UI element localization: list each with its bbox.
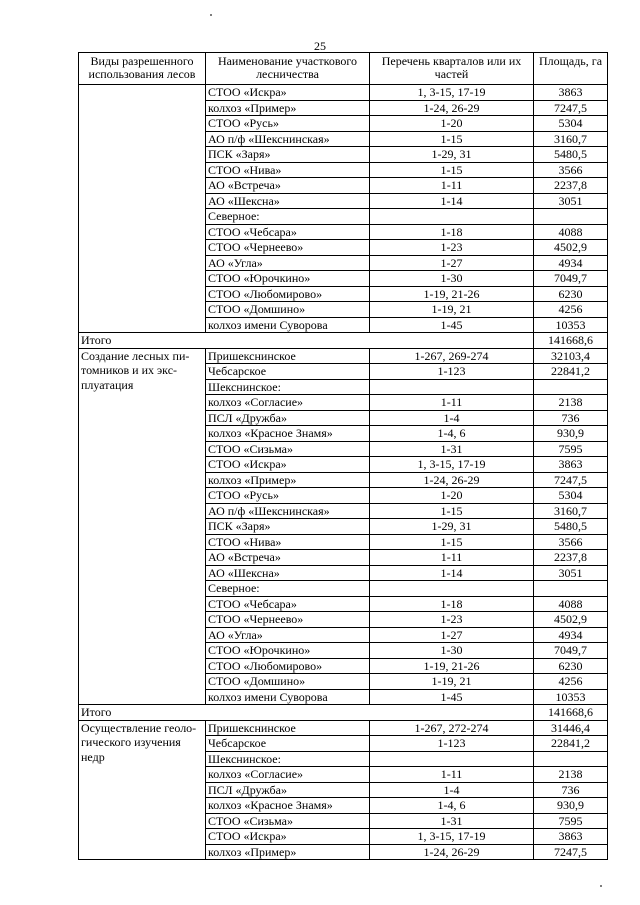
area-cell: 930,9 — [534, 426, 608, 442]
forestry-cell: СТОО «Юрочкино» — [206, 271, 370, 287]
area-cell: 7595 — [534, 813, 608, 829]
area-cell: 3566 — [534, 534, 608, 550]
total-value: 141668,6 — [534, 333, 608, 349]
forestry-cell: СТОО «Сизьма» — [206, 441, 370, 457]
quarters-cell: 1-15 — [370, 534, 534, 550]
quarters-cell: 1-11 — [370, 550, 534, 566]
forestry-cell: АО п/ф «Шекснинская» — [206, 503, 370, 519]
area-cell: 22841,2 — [534, 364, 608, 380]
quarters-cell: 1-29, 31 — [370, 519, 534, 535]
table-header — [79, 53, 608, 85]
quarters-cell: 1-18 — [370, 224, 534, 240]
total-label: Итого — [79, 333, 534, 349]
area-cell: 5304 — [534, 488, 608, 504]
forestry-cell: СТОО «Юрочкино» — [206, 643, 370, 659]
area-cell: 3160,7 — [534, 503, 608, 519]
forestry-cell: колхоз «Красное Знамя» — [206, 798, 370, 814]
use-type-cell — [79, 85, 206, 333]
forestry-cell: АО «Шексна» — [206, 193, 370, 209]
table-body — [79, 85, 608, 860]
quarters-cell: 1-31 — [370, 441, 534, 457]
area-cell: 5480,5 — [534, 519, 608, 535]
area-cell — [534, 581, 608, 597]
quarters-cell: 1-4, 6 — [370, 798, 534, 814]
forestry-cell: колхоз «Красное Знамя» — [206, 426, 370, 442]
quarters-cell: 1-19, 21-26 — [370, 658, 534, 674]
area-cell: 6230 — [534, 658, 608, 674]
area-cell: 2237,8 — [534, 178, 608, 194]
header-use-type: Виды разрешенного использования лесов — [79, 53, 206, 85]
forestry-cell: колхоз «Пример» — [206, 472, 370, 488]
quarters-cell: 1-11 — [370, 395, 534, 411]
area-cell: 7247,5 — [534, 844, 608, 860]
area-cell: 3566 — [534, 162, 608, 178]
quarters-cell: 1-20 — [370, 488, 534, 504]
quarters-cell: 1, 3-15, 17-19 — [370, 457, 534, 473]
quarters-cell: 1, 3-15, 17-19 — [370, 85, 534, 101]
scan-speck — [600, 885, 602, 887]
use-type-cell: Осуществление геоло-гического изучения недр — [79, 720, 206, 860]
quarters-cell: 1-24, 26-29 — [370, 472, 534, 488]
area-cell: 6230 — [534, 286, 608, 302]
area-cell: 10353 — [534, 317, 608, 333]
quarters-cell: 1-4 — [370, 782, 534, 798]
forestry-cell: СТОО «Сизьма» — [206, 813, 370, 829]
quarters-cell: 1-123 — [370, 736, 534, 752]
quarters-cell: 1-11 — [370, 767, 534, 783]
quarters-cell: 1-19, 21 — [370, 674, 534, 690]
area-cell: 7049,7 — [534, 271, 608, 287]
area-cell: 930,9 — [534, 798, 608, 814]
forestry-cell: колхоз «Согласие» — [206, 395, 370, 411]
area-cell: 7595 — [534, 441, 608, 457]
quarters-cell: 1, 3-15, 17-19 — [370, 829, 534, 845]
area-cell: 2138 — [534, 767, 608, 783]
area-cell: 2237,8 — [534, 550, 608, 566]
forestry-cell: ПСК «Заря» — [206, 147, 370, 163]
forestry-cell: СТОО «Чебсара» — [206, 596, 370, 612]
forestry-cell: СТОО «Искра» — [206, 457, 370, 473]
forestry-cell: ПСК «Заря» — [206, 519, 370, 535]
total-label: Итого — [79, 705, 534, 721]
forestry-cell: ПСЛ «Дружба» — [206, 782, 370, 798]
area-cell — [534, 751, 608, 767]
quarters-cell: 1-4, 6 — [370, 426, 534, 442]
forestry-cell: Пришекснинское — [206, 720, 370, 736]
quarters-cell: 1-4 — [370, 410, 534, 426]
quarters-cell: 1-30 — [370, 643, 534, 659]
quarters-cell: 1-267, 272-274 — [370, 720, 534, 736]
area-cell: 736 — [534, 410, 608, 426]
area-cell: 736 — [534, 782, 608, 798]
forestry-cell: СТОО «Нива» — [206, 162, 370, 178]
area-cell: 7049,7 — [534, 643, 608, 659]
forestry-cell: Шекснинское: — [206, 751, 370, 767]
area-cell: 5304 — [534, 116, 608, 132]
quarters-cell: 1-29, 31 — [370, 147, 534, 163]
quarters-cell: 1-18 — [370, 596, 534, 612]
total-row — [79, 333, 608, 349]
area-cell — [534, 379, 608, 395]
area-cell: 7247,5 — [534, 100, 608, 116]
area-cell: 4256 — [534, 302, 608, 318]
forestry-cell: Пришекснинское — [206, 348, 370, 364]
quarters-cell: 1-27 — [370, 627, 534, 643]
forestry-cell: колхоз имени Суворова — [206, 317, 370, 333]
area-cell: 4256 — [534, 674, 608, 690]
quarters-cell: 1-14 — [370, 193, 534, 209]
quarters-cell: 1-23 — [370, 240, 534, 256]
forestry-cell: СТОО «Чернеево» — [206, 612, 370, 628]
quarters-cell: 1-20 — [370, 116, 534, 132]
area-cell: 3160,7 — [534, 131, 608, 147]
page-number: 25 — [314, 39, 326, 53]
quarters-cell: 1-24, 26-29 — [370, 844, 534, 860]
quarters-cell: 1-24, 26-29 — [370, 100, 534, 116]
forestry-cell: Шекснинское: — [206, 379, 370, 395]
forestry-cell: СТОО «Чернеево» — [206, 240, 370, 256]
header-area: Площадь, га — [534, 53, 608, 85]
area-cell: 2138 — [534, 395, 608, 411]
quarters-cell: 1-123 — [370, 364, 534, 380]
forestry-cell: Северное: — [206, 581, 370, 597]
quarters-cell — [370, 209, 534, 225]
area-cell: 3863 — [534, 457, 608, 473]
quarters-cell: 1-267, 269-274 — [370, 348, 534, 364]
header-row — [79, 53, 608, 85]
forestry-cell: АО «Встреча» — [206, 178, 370, 194]
quarters-cell: 1-45 — [370, 317, 534, 333]
forestry-cell: СТОО «Домшино» — [206, 302, 370, 318]
area-cell: 7247,5 — [534, 472, 608, 488]
forestry-cell: АО «Угла» — [206, 255, 370, 271]
table-row — [79, 348, 608, 364]
quarters-cell: 1-19, 21-26 — [370, 286, 534, 302]
area-cell: 10353 — [534, 689, 608, 705]
forestry-cell: колхоз «Согласие» — [206, 767, 370, 783]
area-cell: 3051 — [534, 565, 608, 581]
forestry-cell: СТОО «Домшино» — [206, 674, 370, 690]
quarters-cell: 1-15 — [370, 503, 534, 519]
quarters-cell — [370, 379, 534, 395]
quarters-cell: 1-15 — [370, 131, 534, 147]
quarters-cell: 1-11 — [370, 178, 534, 194]
header-quarters: Перечень кварталов или их частей — [370, 53, 534, 85]
quarters-cell: 1-15 — [370, 162, 534, 178]
forestry-cell: колхоз «Пример» — [206, 100, 370, 116]
area-cell: 3051 — [534, 193, 608, 209]
forestry-cell: ПСЛ «Дружба» — [206, 410, 370, 426]
forestry-cell: СТОО «Любомирово» — [206, 658, 370, 674]
quarters-cell — [370, 751, 534, 767]
quarters-cell — [370, 581, 534, 597]
area-cell: 22841,2 — [534, 736, 608, 752]
forestry-cell: АО «Угла» — [206, 627, 370, 643]
forestry-cell: СТОО «Искра» — [206, 829, 370, 845]
forestry-cell: СТОО «Русь» — [206, 488, 370, 504]
forestry-cell: АО п/ф «Шекснинская» — [206, 131, 370, 147]
scan-speck — [210, 14, 212, 16]
total-row — [79, 705, 608, 721]
area-cell: 4502,9 — [534, 240, 608, 256]
quarters-cell: 1-23 — [370, 612, 534, 628]
area-cell: 4934 — [534, 255, 608, 271]
area-cell: 4088 — [534, 596, 608, 612]
area-cell: 3863 — [534, 829, 608, 845]
forestry-cell: Северное: — [206, 209, 370, 225]
area-cell: 5480,5 — [534, 147, 608, 163]
use-type-cell: Создание лесных пи-томников и их экс-плуатация — [79, 348, 206, 705]
area-cell — [534, 209, 608, 225]
forestry-cell: СТОО «Любомирово» — [206, 286, 370, 302]
forestry-cell: колхоз имени Суворова — [206, 689, 370, 705]
quarters-cell: 1-27 — [370, 255, 534, 271]
total-value: 141668,6 — [534, 705, 608, 721]
quarters-cell: 1-14 — [370, 565, 534, 581]
area-cell: 4934 — [534, 627, 608, 643]
forestry-cell: АО «Встреча» — [206, 550, 370, 566]
quarters-cell: 1-19, 21 — [370, 302, 534, 318]
header-forestry: Наименование участкового лесничества — [206, 53, 370, 85]
area-cell: 3863 — [534, 85, 608, 101]
forestry-cell: СТОО «Искра» — [206, 85, 370, 101]
forestry-cell: СТОО «Чебсара» — [206, 224, 370, 240]
forestry-cell: Чебсарское — [206, 364, 370, 380]
table-row — [79, 85, 608, 101]
quarters-cell: 1-30 — [370, 271, 534, 287]
forestry-cell: СТОО «Нива» — [206, 534, 370, 550]
forestry-cell: Чебсарское — [206, 736, 370, 752]
quarters-cell: 1-31 — [370, 813, 534, 829]
area-cell: 4088 — [534, 224, 608, 240]
area-cell: 32103,4 — [534, 348, 608, 364]
table-row — [79, 720, 608, 736]
area-cell: 31446,4 — [534, 720, 608, 736]
forestry-cell: СТОО «Русь» — [206, 116, 370, 132]
forestry-cell: колхоз «Пример» — [206, 844, 370, 860]
forest-use-table — [78, 52, 608, 860]
quarters-cell: 1-45 — [370, 689, 534, 705]
forestry-cell: АО «Шексна» — [206, 565, 370, 581]
area-cell: 4502,9 — [534, 612, 608, 628]
